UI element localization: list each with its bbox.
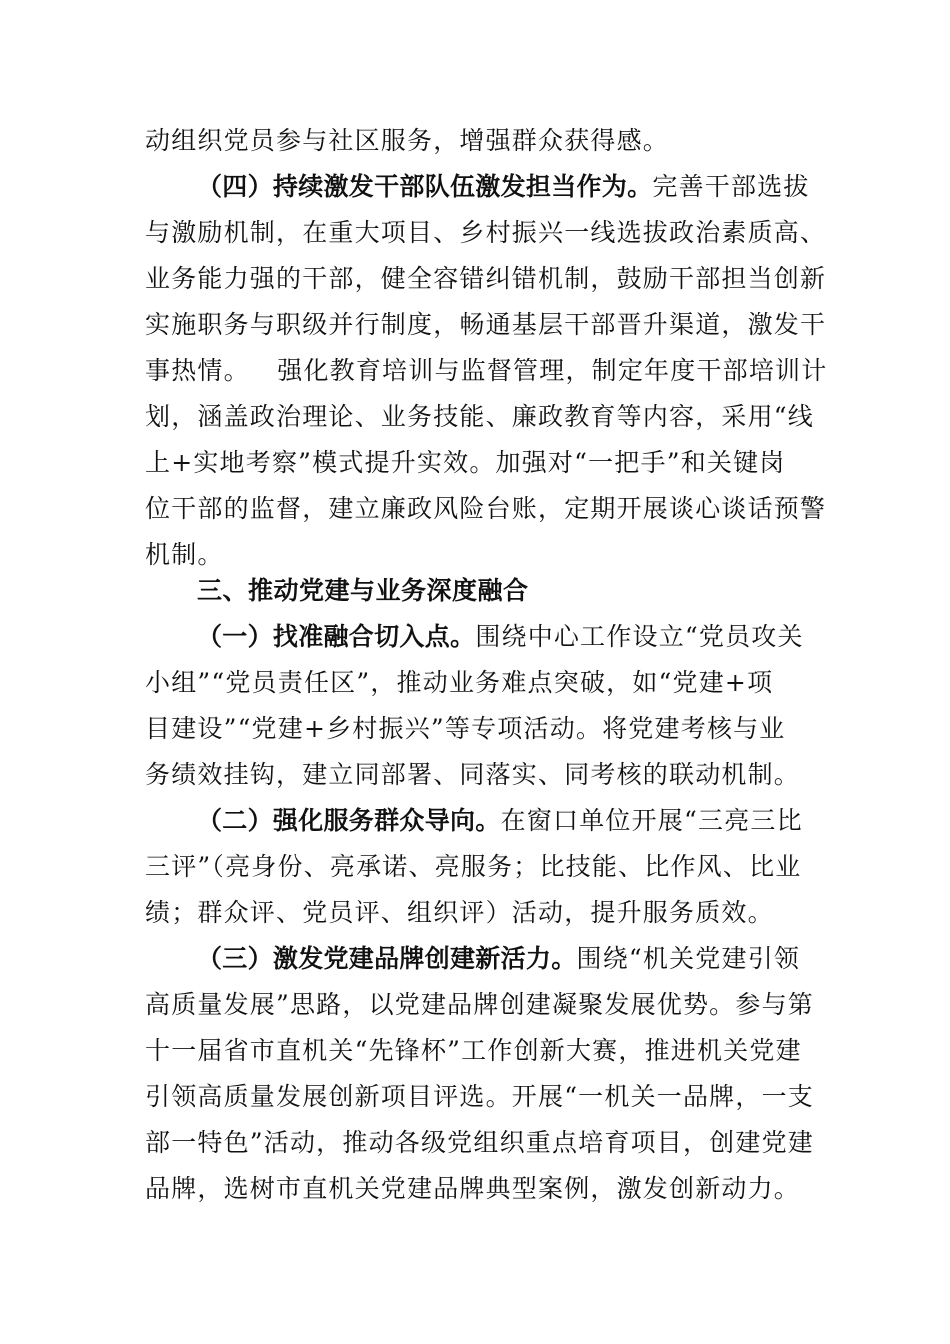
paragraph-line: 机制。	[145, 540, 224, 569]
paragraph-line: 目建设”“党建+乡村振兴”等专项活动。将党建考核与业	[145, 714, 786, 743]
paragraph-text: 在窗口单位开展“三亮三比	[500, 806, 803, 835]
paragraph-line: 部一特色”活动，推动各级党组织重点培育项目，创建党建	[145, 1128, 814, 1157]
paragraph-heading: （一）找准融合切入点。	[197, 622, 476, 651]
paragraph-line: 小组”“党员责任区”，推动业务难点突破，如“党建+项	[145, 668, 774, 697]
paragraph-line: 引领高质量发展创新项目评选。开展“一机关一品牌，一支	[145, 1082, 814, 1111]
paragraph-heading: （二）强化服务群众导向。	[197, 806, 501, 835]
paragraph-text: 围绕中心工作设立“党员攻关	[475, 622, 804, 651]
paragraph-heading: （三）激发党建品牌创建新活力。	[197, 944, 577, 973]
paragraph-line: 三评”（亮身份、亮承诺、亮服务；比技能、比作风、比业	[145, 852, 802, 881]
paragraph-line: 上+实地考察”模式提升实效。加强对“一把手”和关键岗	[145, 448, 786, 477]
paragraph-line: 绩；群众评、党员评、组织评）活动，提升服务质效。	[145, 898, 774, 927]
paragraph-line: 划，涵盖政治理论、业务技能、廉政教育等内容，采用“线	[145, 402, 814, 431]
paragraph-line: 十一届省市直机关“先锋杯”工作创新大赛，推进机关党建	[145, 1036, 802, 1065]
paragraph-heading: （四）持续激发干部队伍激发担当作为。	[197, 172, 653, 201]
paragraph-line: 与激励机制，在重大项目、乡村振兴一线选拔政治素质高、	[145, 218, 827, 247]
paragraph-first-line	[197, 167, 862, 207]
section-title: 三、推动党建与业务深度融合	[197, 576, 529, 605]
paragraph-line: 务绩效挂钩，建立同部署、同落实、同考核的联动机制。	[145, 760, 801, 789]
paragraph-line: 实施职务与职级并行制度，畅通基层干部晋升渠道，激发干	[145, 310, 827, 339]
paragraph-text: 围绕“机关党建引领	[576, 944, 801, 973]
paragraph-line: 业务能力强的干部，健全容错纠错机制，鼓励干部担当创新	[145, 264, 827, 293]
paragraph-first-line	[197, 801, 862, 841]
paragraph-line: 高质量发展”思路，以党建品牌创建凝聚发展优势。参与第	[145, 990, 814, 1019]
paragraph-line: 动组织党员参与社区服务，增强群众获得感。	[145, 126, 670, 155]
paragraph-text: 完善干部选拔	[652, 172, 810, 201]
paragraph-line: 事热情。 强化教育培训与监督管理，制定年度干部培训计	[145, 356, 828, 385]
paragraph-line: 位干部的监督，建立廉政风险台账，定期开展谈心谈话预警	[145, 494, 827, 523]
paragraph-first-line	[197, 939, 862, 979]
paragraph-line: 品牌，选树市直机关党建品牌典型案例，激发创新动力。	[145, 1174, 801, 1203]
paragraph-first-line	[197, 617, 862, 657]
